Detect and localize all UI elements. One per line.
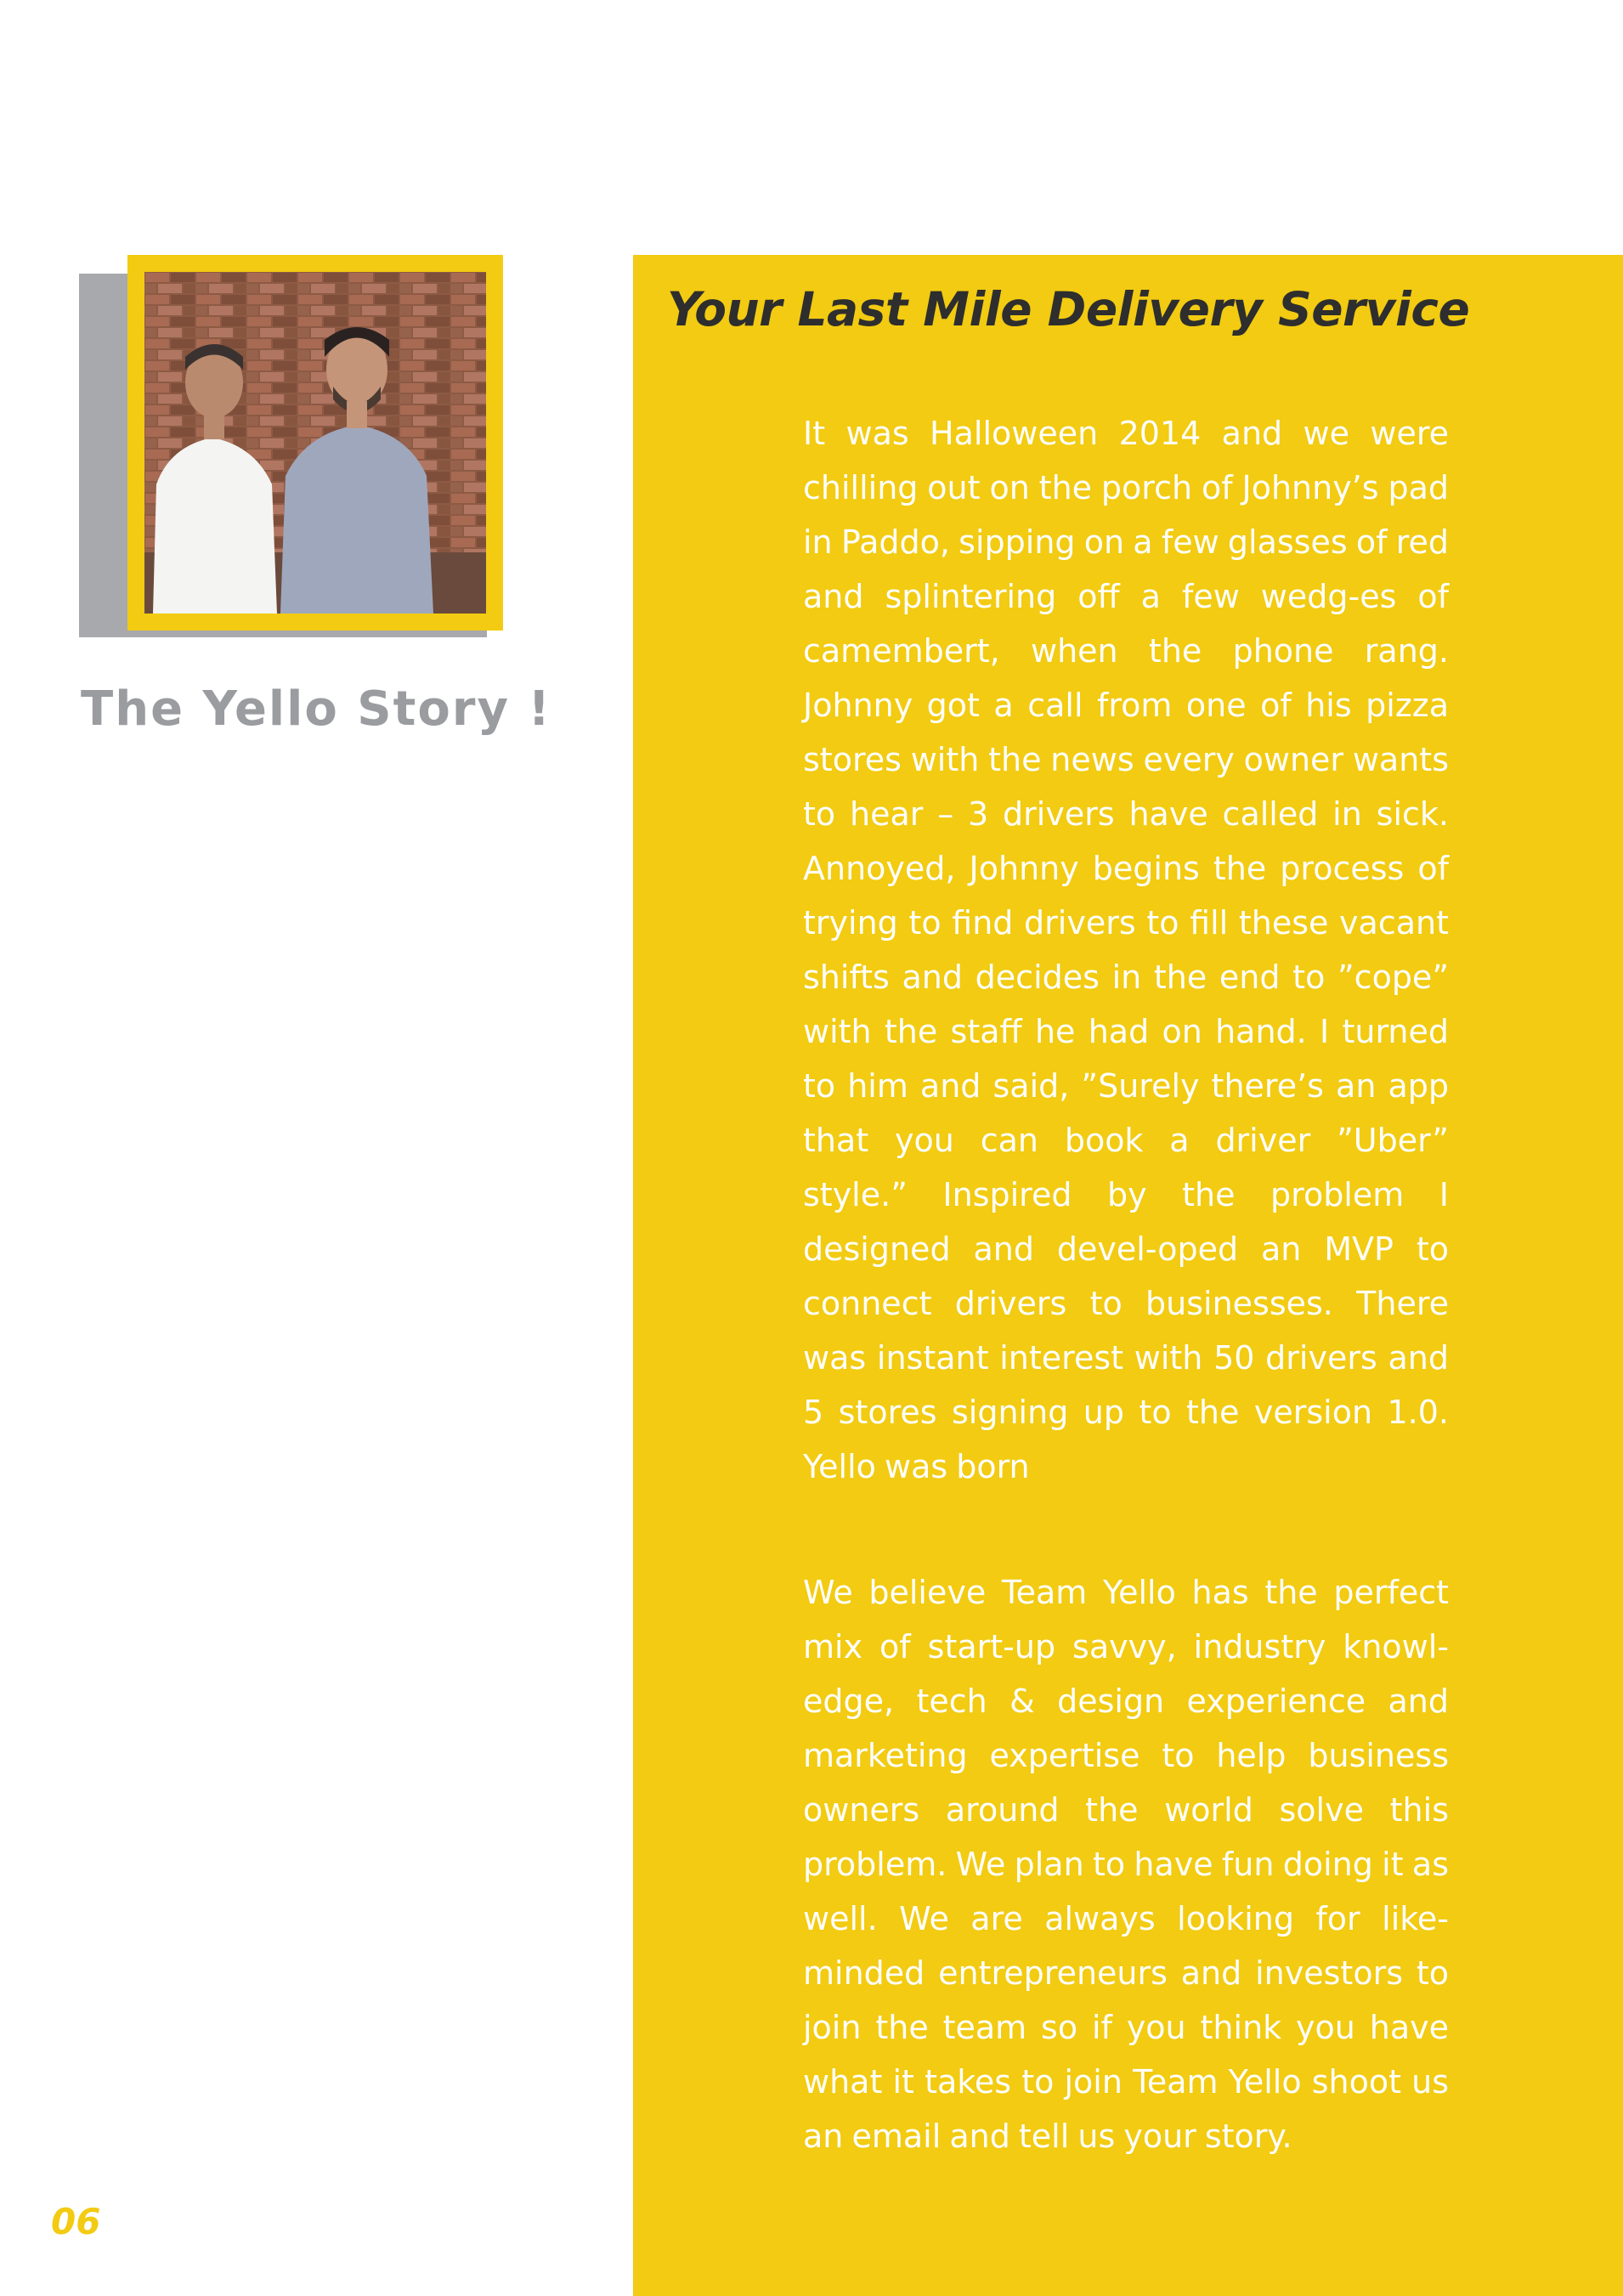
- panel-title: Your Last Mile Delivery Service: [667, 282, 1470, 336]
- page-number: 06: [51, 2201, 101, 2242]
- founders-photo-illustration: [144, 272, 486, 614]
- founders-photo: [144, 272, 486, 614]
- founders-photo-frame: [127, 255, 503, 631]
- story-panel: [633, 255, 1623, 2296]
- story-title: The Yello Story !: [81, 681, 552, 737]
- story-paragraph-2: We believe Team Yello has the perfect mix of start-up savvy, industry knowl-edge, tech & design experience and marketing expertise to help business owners around the world solve this problem. We plan to have fun doing it as well. We are always looking for like-minded entrepreneurs and investors to join the team so if you think you have what it takes to join Team Yello shoot us an email and tell us your story.: [803, 1574, 1449, 2155]
- story-paragraph-1: It was Halloween 2014 and we were chilling out on the porch of Johnny’s pad in Paddo, sipping on a few glasses of red and splintering off a few wedg-es of camembert, when the phone rang. Johnny got a call from one of his pizza stores with the news every owner wants to hear – 3 drivers have called in sick. Annoyed, Johnny begins the process of trying to find drivers to fill these vacant shifts and decides in the end to ”cope” with the staff he had on hand. I turned to him and said, ”Surely there’s an app that you can book a driver ”Uber” style.” Inspired by the problem I designed and devel-oped an MVP to connect drivers to businesses. There was instant interest with 50 drivers and 5 stores signing up to the version 1.0. Yello was born: [803, 415, 1449, 1485]
